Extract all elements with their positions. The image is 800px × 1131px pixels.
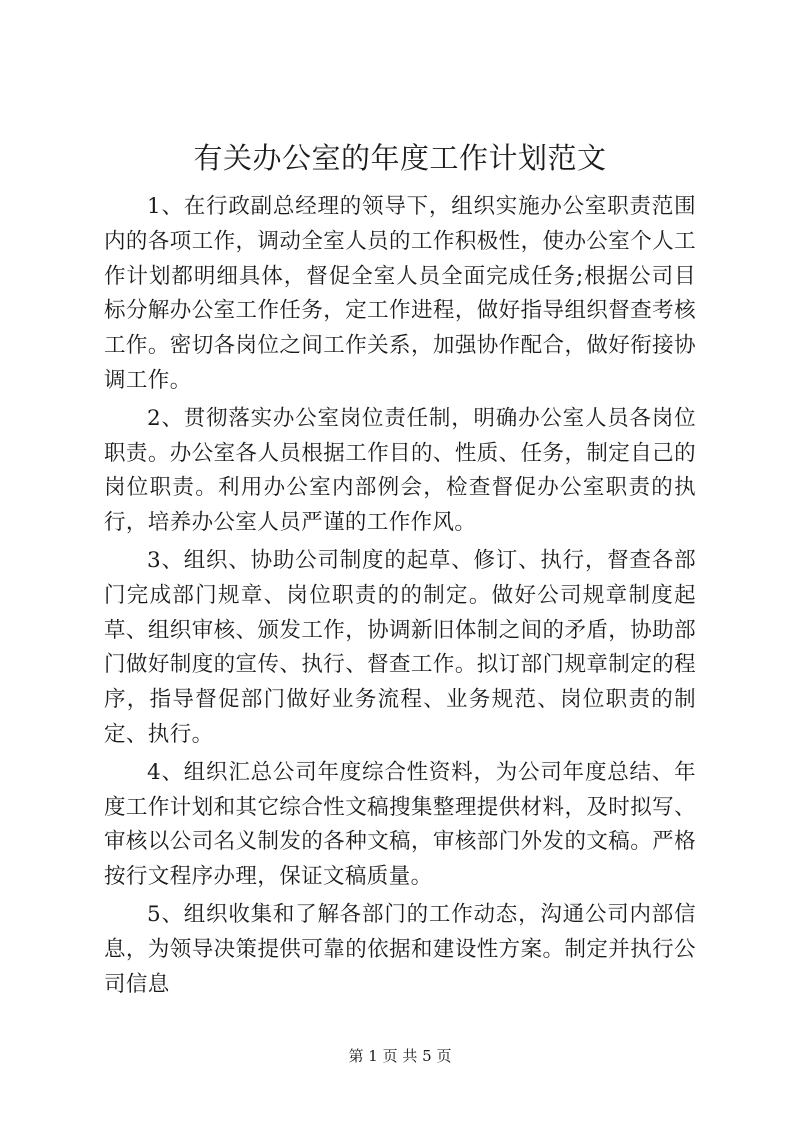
- paragraph-1: 1、在行政副总经理的领导下，组织实施办公室职责范围内的各项工作，调动全室人员的工作积极性，使办公室个人工作计划都明细具体，督促全室人员全面完成任务;根据公司目标分解办公室工作任务，定工作进程，做好指导组织督查考核工作。密切各岗位之间工作关系，加强协作配合，做好衔接协调工作。: [104, 194, 696, 393]
- paragraph-3: 3、组织、协助公司制度的起草、修订、执行，督查各部门完成部门规章、岗位职责的的制定。做好公司规章制度起草、组织审核、颁发工作，协调新旧体制之间的矛盾，协助部门做好制度的宣传、执行、督查工作。拟订部门规章制定的程序，指导督促部门做好业务流程、业务规范、岗位职责的制定、执行。: [104, 547, 696, 747]
- page-number-footer: 第 1 页 共 5 页: [348, 1047, 452, 1065]
- document-title: 有关办公室的年度工作计划范文: [193, 141, 607, 175]
- paragraph-2: 2、贯彻落实办公室岗位责任制，明确办公室人员各岗位职责。办公室各人员根据工作目的、性质、任务，制定自己的岗位职责。利用办公室内部例会，检查督促办公室职责的执行，培养办公室人员严谨的工作作风。: [104, 405, 696, 536]
- paragraph-4: 4、组织汇总公司年度综合性资料，为公司年度总结、年度工作计划和其它综合性文稿搜集整理提供材料，及时拟写、审核以公司名义制发的各种文稿，审核部门外发的文稿。严格按行文程序办理，保证文稿质量。: [104, 759, 696, 890]
- document-body: [104, 190, 696, 1005]
- paragraph-5: 5、组织收集和了解各部门的工作动态，沟通公司内部信息，为领导决策提供可靠的依据和建设性方案。制定并执行公司信息: [104, 901, 696, 997]
